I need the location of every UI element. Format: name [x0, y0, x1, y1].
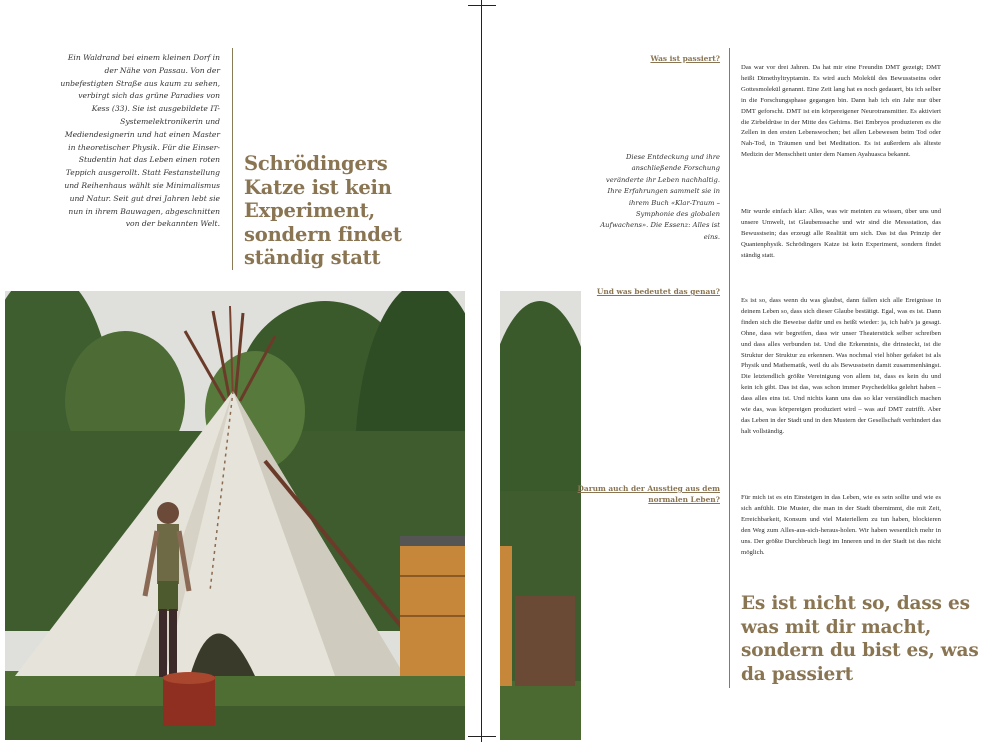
intro-paragraph: Ein Waldrand bei einem kleinen Dorf in der Nähe von Passau. Von der unbefestigten Straße aus kaum zu sehen, verbirgt sich das grüne Paradies von Kess (33). Sie ist ausgebildete IT-Systemelektronikerin und Mediendesignerin und hat einen Master in theoretischer Physik. Für die Einser-Studentin hat das Leben einen roten Teppich ausgerollt. Statt Festanstellung und Reihenhaus wählt sie Minimalismus und Natur. Seit gut drei Jahren lebt sie nun in ihrem Bauwagen, abgeschnitten von der bekannten Welt.	[60, 53, 220, 229]
intro-rule	[232, 48, 233, 270]
headline: Schrödingers Katze ist kein Experiment, sondern findet ständig statt	[244, 152, 402, 269]
spine-line	[481, 0, 482, 742]
crop-mark-top	[468, 5, 496, 6]
answer-2: Mir wurde einfach klar: Alles, was wir meinten zu wissen, über uns und unsere Umwelt, ist Glaubenssache und wir sind die Messstation, das Bewusstsein; das erzeugt alle Realität um sich. Das ist das Prinzip der Quantenphysik. Schrödingers Katze ist kein Experiment, sondern findet ständig statt.	[741, 208, 941, 259]
answer-1: Das war vor drei Jahren. Da hat mir eine Freundin DMT gezeigt; DMT heißt Dimethyltryptamin. Es wird auch Molekül des Bewusstseins oder Gottesmolekül genannt. Eine Zeit lang hat es noch gedauert, bis ich selber in die Forschungsphase gegangen bin. Dann hab ich ein Jahr nur über DMT geforscht. DMT ist ein körpereigener Neurotransmitter. Es aktiviert die Zirbeldrüse in der Mitte des Gehirns. Bei Embryos produzieren es die Zellen in den ersten Lebenswochen; bei allen Lebewesen beim Tod oder Nah-Tod, in Träumen und bei Meditation. Es ist außerdem als älteste Medizin der Menschheit unter dem Namen Ayahuasca bekannt.	[741, 64, 941, 159]
question-1: Was ist passiert?	[650, 54, 720, 63]
tipi-forest-photo-icon	[5, 291, 465, 740]
question-3: Darum auch der Ausstieg aus dem normalen Leben?	[577, 484, 720, 504]
question-2: Und was bedeutet das genau?	[596, 287, 720, 296]
crop-mark-bottom	[468, 736, 496, 737]
forest-photo-icon	[500, 291, 581, 740]
sidebar-note: Diese Entdeckung und ihre anschließende Forschung veränderte ihr Leben nachhaltig. Ihre Erfahrungen sammelt sie in ihrem Buch «Klar-Traum – Symphonie des globalen Aufwachens». Die Essenz: Alles ist eins.	[600, 153, 720, 241]
column-rule	[729, 48, 730, 688]
pull-quote: Es ist nicht so, dass es was mit dir macht, sondern du bist es, was da passiert	[741, 593, 979, 685]
tipi-photo-continuation	[500, 291, 581, 740]
answer-3: Es ist so, dass wenn du was glaubst, dann fallen sich alle Ereignisse in deinem Leben so, dass sich dieser Glaube bestätigt. Egal, was es ist. Dann finden sich die Beweise dafür und es heißt wieder: ja, ich hab's ja gesagt. Ohne, dass wir begreifen, dass wir unser Theaterstück selber schreiben und dass alles verbunden ist. Und die Erkenntnis, die drinsteckt, ist die Struktur der Struktur zu erkennen. Was nochmal viel höher gefaket ist als Physik und Mathematik, weil du als Bewusstsein damit zusammenhängst. Die letztendlich größte Vereinigung von allem ist, dass es kein du und kein ich gibt. Das ist das, was schon immer Psychedelika gelehrt haben – dass alles eins ist. Und nichts kann uns das so klar verständlich machen wie das, was körpereigen produziert wird – was auf DMT zutrifft. Aber das Leben in der Stadt und in den Mustern der Gesellschaft verhindert das halt vollständig.	[741, 297, 941, 435]
answer-4: Für mich ist es ein Einsteigen in das Leben, wie es sein sollte und wie es sich anfühlt. Die Muster, die man in der Stadt übernimmt, die mit Zeit, Erreichbarkeit, Konsum und viel Materiellem zu tun haben, blockieren den Weg zum Alles-aus-sich-heraus-holen. Wir haben wesentlich mehr in uns. Der größte Durchbruch liegt im Inneren und in der Stadt ist das nicht möglich.	[741, 494, 941, 556]
tipi-photo	[5, 291, 465, 740]
